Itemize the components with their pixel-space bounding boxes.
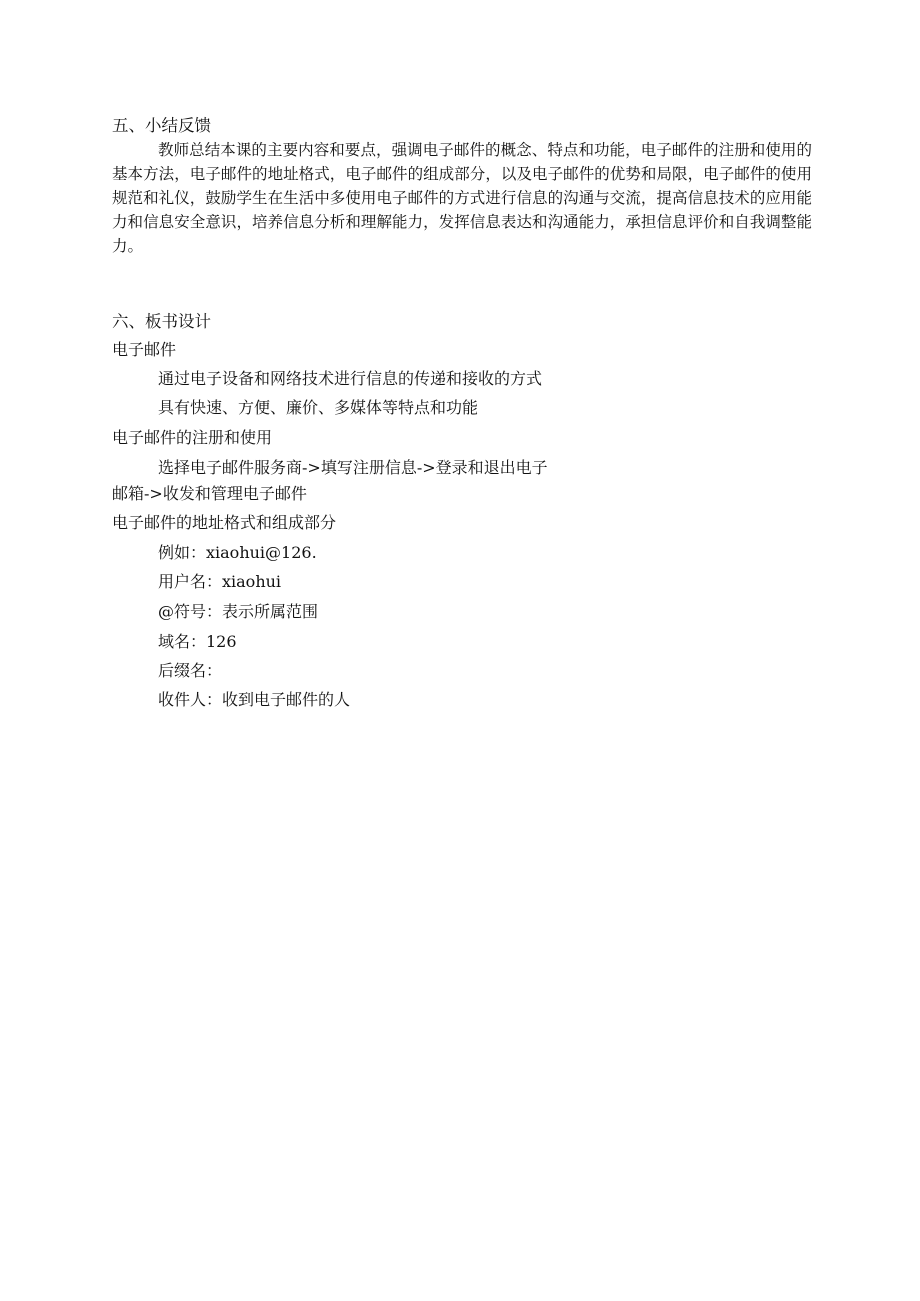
board-line-steps-1: 选择电子邮件服务商->填写注册信息->登录和退出电子 [158,458,548,477]
section-5-heading: 五、小结反馈 [112,116,211,135]
board-line-recipient: 收件人：收到电子邮件的人 [158,690,351,709]
board-line-features: 具有快速、方便、廉价、多媒体等特点和功能 [158,398,479,417]
board-line-example: 例如：xiaohui@126. [158,543,317,562]
board-topic-address-format: 电子邮件的地址格式和组成部分 [112,513,337,532]
board-topic-registration: 电子邮件的注册和使用 [112,428,273,447]
board-line-steps-2: 邮箱->收发和管理电子邮件 [112,484,307,503]
board-line-username: 用户名：xiaohui [158,572,282,591]
section-5-paragraph: 教师总结本课的主要内容和要点，强调电子邮件的概念、特点和功能，电子邮件的注册和使用的基本方法，电子邮件的地址格式，电子邮件的组成部分，以及电子邮件的优势和局限，电子邮件的使用规范和礼仪，鼓励学生在生活中多使用电子邮件的方式进行信息的沟通与交流，提高信息技术的应用能力和信息安全意识，培养信息分析和理解能力，发挥信息表达和沟通能力，承担信息评价和自我调整能力。 [112,141,812,255]
board-line-domain: 域名：126 [158,632,237,651]
board-line-definition: 通过电子设备和网络技术进行信息的传递和接收的方式 [158,369,543,388]
board-line-at-symbol: @符号：表示所属范围 [158,602,319,621]
board-topic-email: 电子邮件 [112,340,177,359]
board-line-suffix: 后缀名： [158,661,223,680]
section-6-heading: 六、板书设计 [112,312,211,331]
